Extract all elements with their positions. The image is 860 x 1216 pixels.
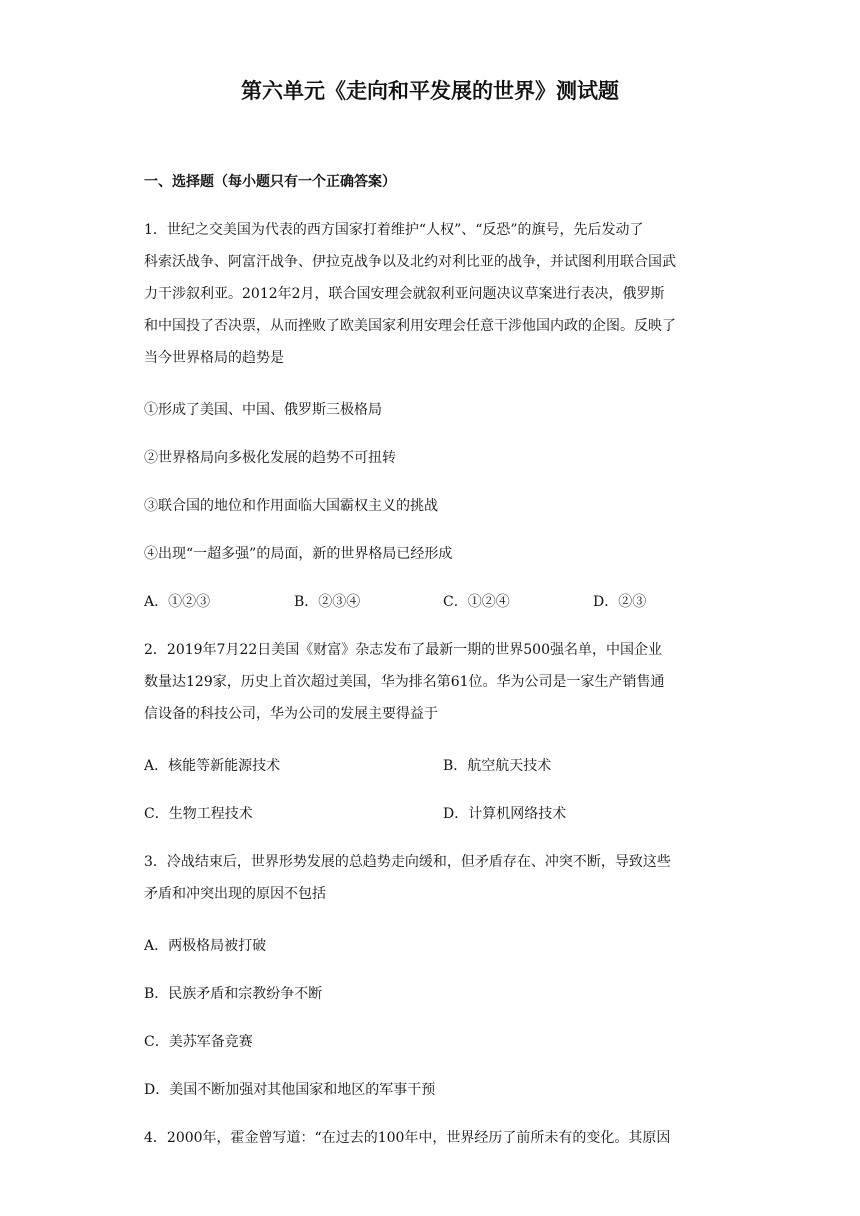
question-2-stem-line: 信设备的科技公司，华为公司的发展主要得益于 — [144, 706, 438, 722]
question-1-stem-line: 和中国投了否决票，从而挫败了欧美国家利用安理会任意干涉他国内政的企图。反映了 — [144, 318, 676, 334]
question-2-option-d: D．计算机网络技术 — [443, 806, 567, 822]
question-2-option-b: B．航空航天技术 — [443, 758, 552, 774]
question-1-statement: ①形成了美国、中国、俄罗斯三极格局 — [144, 402, 382, 418]
question-3-option-a: A．两极格局被打破 — [144, 938, 267, 954]
question-1-statement: ④出现“一超多强”的局面，新的世界格局已经形成 — [144, 546, 453, 562]
question-3-stem-line: 3．冷战结束后，世界形势发展的总趋势走向缓和，但矛盾存在、冲突不断，导致这些 — [144, 854, 671, 870]
question-2-stem-line: 2．2019年7月22日美国《财富》杂志发布了最新一期的世界500强名单，中国企业 — [144, 642, 662, 658]
question-1-option-b: B．②③④ — [294, 594, 361, 610]
question-3-option-d: D．美国不断加强对其他国家和地区的军事干预 — [144, 1082, 436, 1098]
question-1-option-a: A．①②③ — [144, 594, 211, 610]
question-1-stem-line: 1．世纪之交美国为代表的西方国家打着维护“人权”、“反恐”的旗号，先后发动了 — [144, 222, 644, 238]
question-1-option-d: D．②③ — [593, 594, 647, 610]
question-1-statement: ②世界格局向多极化发展的趋势不可扭转 — [144, 450, 396, 466]
question-2-option-c: C．生物工程技术 — [144, 806, 253, 822]
question-3-stem-line: 矛盾和冲突出现的原因不包括 — [144, 886, 326, 902]
question-2-stem-line: 数量达129家，历史上首次超过美国，华为排名第61位。华为公司是一家生产销售通 — [144, 674, 665, 690]
question-1-stem-line: 力干涉叙利亚。2012年2月，联合国安理会就叙利亚问题决议草案进行表决，俄罗斯 — [144, 286, 665, 302]
question-3-option-b: B．民族矛盾和宗教纷争不断 — [144, 986, 323, 1002]
question-1-stem-line: 当今世界格局的趋势是 — [144, 350, 284, 366]
question-3-option-c: C．美苏军备竞赛 — [144, 1034, 253, 1050]
question-4-stem-line: 4．2000年，霍金曾写道：“在过去的100年中，世界经历了前所未有的变化。其原因 — [144, 1130, 671, 1146]
document-title: 第六单元《走向和平发展的世界》测试题 — [241, 79, 619, 103]
question-2-option-a: A．核能等新能源技术 — [144, 758, 281, 774]
question-1-statement: ③联合国的地位和作用面临大国霸权主义的挑战 — [144, 498, 438, 514]
question-1-stem-line: 科索沃战争、阿富汗战争、伊拉克战争以及北约对利比亚的战争，并试图利用联合国武 — [144, 254, 676, 270]
question-1-option-c: C．①②④ — [443, 594, 510, 610]
section-heading: 一、选择题（每小题只有一个正确答案） — [144, 174, 396, 190]
